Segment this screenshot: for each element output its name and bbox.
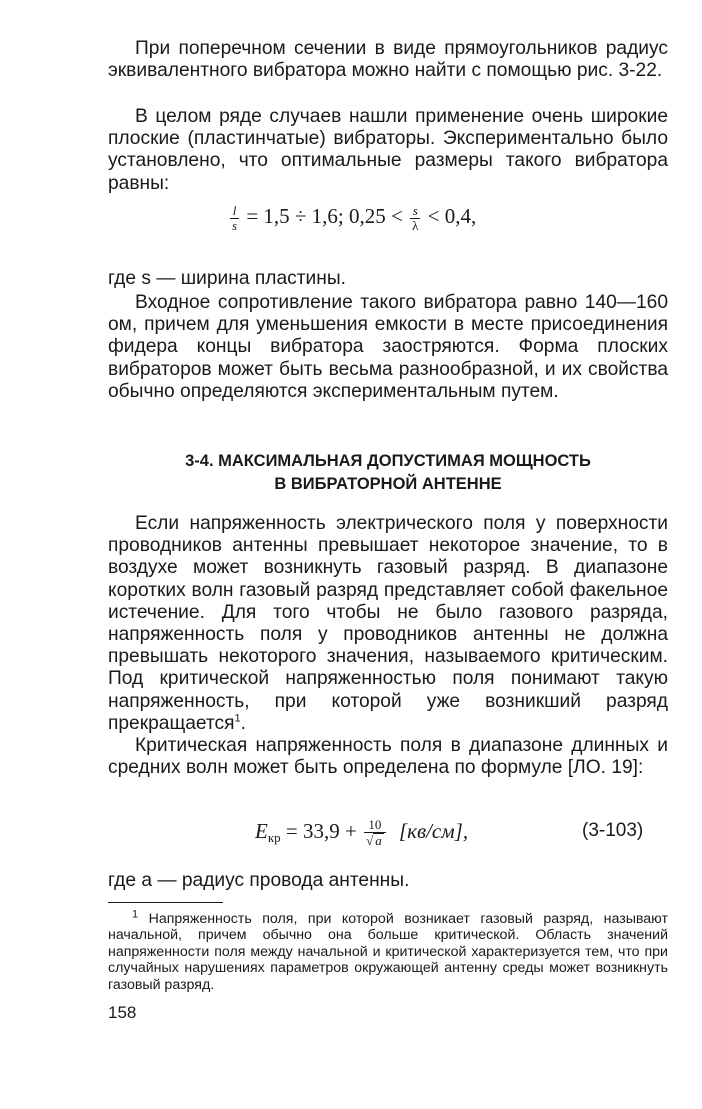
equation-number: (3-103) — [582, 820, 644, 841]
paragraph-gas-discharge: Если напряженность электрического поля у поверхности проводников антенны превышает некоторое значение, то в воздухе может возникнуть газовый разряд. В диапазоне коротких волн газовый разряд представляет собой факельное истечение. Для того чтобы не было газового разряда, напряженность поля у проводников антенны не должна превышать некоторого значения, называемого критическим. Под критической напряженностью поля понимают такую напряженность, при которой уже возникший разряд прекращается$^1$. — [108, 513, 668, 734]
paragraph-where-a: где a — радиус провода антенны. — [108, 870, 410, 891]
footnote-divider — [108, 902, 223, 903]
fraction-10-over-sqrt-a: $\frac{10}{√ a}$ — [364, 818, 386, 848]
footnote-reference: 1 — [234, 712, 241, 725]
formula-optimal-dimensions: $\frac{l}{s}$ = 1,5 ÷ 1,6; 0,25 < $\frac{s}{\lambda}$ < 0,4, — [232, 202, 477, 233]
fraction-s-over-lambda: $\frac{s}{\lambda}$ — [412, 202, 419, 233]
paragraph-rectangular-section: При поперечном сечении в виде прямоугольников радиус эквивалентного вибратора можно найти с помощью рис. 3-22. — [108, 38, 668, 82]
page-number: 158 — [108, 1003, 137, 1022]
section-heading-line1: 3-4. МАКСИМАЛЬНАЯ ДОПУСТИМАЯ МОЩНОСТЬ — [185, 452, 591, 470]
section-heading-line2: В ВИБРАТОРНОЙ АНТЕННЕ — [274, 475, 502, 493]
formula-critical-field: Eкр = 33,9 + $\frac{10}{√ a}$ [кв/см], — [255, 817, 469, 849]
paragraph-flat-vibrators: В целом ряде случаев нашли применение очень широкие плоские (пластинчатые) вибраторы. Экспериментально было установлено, что оптимальные размеры такого вибратора равны: — [108, 106, 668, 194]
fraction-l-over-s: $\frac{l}{s}$ — [232, 202, 238, 233]
paragraph-where-s: где s — ширина пластины. — [108, 268, 346, 289]
paragraph-input-impedance: Входное сопротивление такого вибратора равно 140—160 ом, причем для уменьшения емкости в месте присоединения фидера концы вибратора заостряются. Форма плоских вибраторов может быть весьма разнообразной, и их свойства обычно определяются экспериментальным путем. — [108, 292, 668, 402]
footnote: $^1$ Напряженность поля, при которой возникает газовый разряд, называют начальной, причем обычно она больше критической. Область значений напряженности поля между начальной и критической характеризуется тем, что при случайных нарушениях параметров окружающей антенну среды может возникнуть газовый разряд. — [108, 908, 668, 993]
paragraph-critical-field: Критическая напряженность поля в диапазоне длинных и средних волн может быть определена по формуле [ЛО. 19]: — [108, 735, 668, 779]
